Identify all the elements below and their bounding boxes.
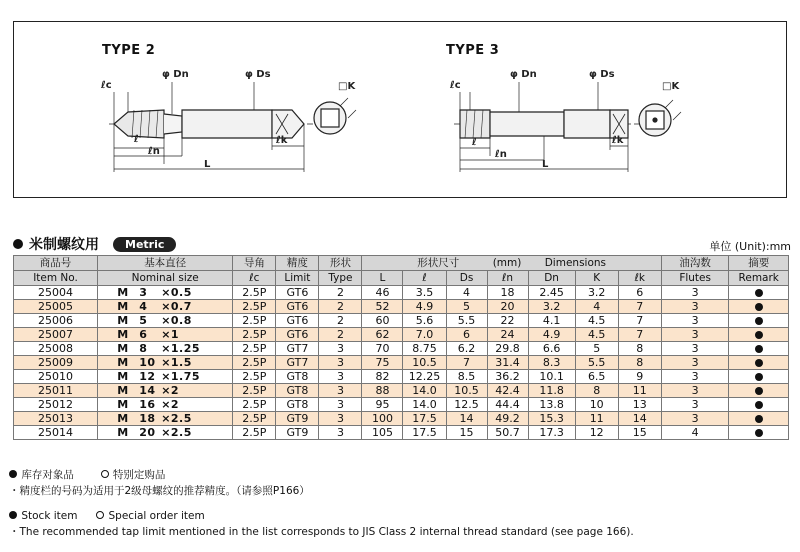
L-cell: 52 — [362, 300, 403, 314]
stock-item-icon — [755, 401, 763, 409]
remark-cell — [729, 398, 789, 412]
size-diameter: 4 — [139, 299, 148, 313]
nominal-size-cell — [98, 328, 233, 342]
Dn-cell: 13.8 — [528, 398, 575, 412]
L-cell: 46 — [362, 286, 403, 300]
size-diameter: 20 — [139, 425, 156, 439]
stock-item-icon — [755, 387, 763, 395]
L-cell: 100 — [362, 412, 403, 426]
size-pitch: ×2 — [161, 383, 180, 397]
unit-label: 单位 (Unit):mm — [709, 240, 791, 253]
ln-cell: 44.4 — [487, 398, 528, 412]
L-cell: 88 — [362, 384, 403, 398]
lk-cell: 6 — [618, 286, 661, 300]
flutes-cell: 3 — [661, 342, 729, 356]
type-cell: 3 — [319, 412, 362, 426]
remark-cell — [729, 300, 789, 314]
K-cell: 6.5 — [575, 370, 618, 384]
flutes-cell: 3 — [661, 412, 729, 426]
K-cell: 8 — [575, 384, 618, 398]
type2-tap-drawing — [109, 82, 356, 172]
type3-L-label: L — [542, 159, 549, 170]
ln-cell: 22 — [487, 314, 528, 328]
K-cell: 5 — [575, 342, 618, 356]
lk-cell: 7 — [618, 314, 661, 328]
limit-cell: GT8 — [276, 370, 319, 384]
stock-item-icon — [755, 359, 763, 367]
limit-cell: GT7 — [276, 356, 319, 370]
chamfer-cell: 2.5P — [233, 412, 276, 426]
ln-cell: 18 — [487, 286, 528, 300]
hdr-size-cn: 基本直径 — [98, 256, 233, 271]
tap-spec-table — [13, 255, 789, 440]
l-cell: 3.5 — [403, 286, 446, 300]
size-pitch: ×1.25 — [161, 341, 201, 355]
hdr-remark-cn: 摘要 — [729, 256, 789, 271]
hdr-dims-unit: (mm) — [492, 257, 522, 269]
l-cell: 4.9 — [403, 300, 446, 314]
type-cell: 3 — [319, 370, 362, 384]
nominal-size-cell — [98, 426, 233, 440]
size-pitch: ×2 — [161, 397, 180, 411]
l-cell: 17.5 — [403, 412, 446, 426]
table-row — [14, 384, 789, 398]
ln-cell: 36.2 — [487, 370, 528, 384]
limit-cell: GT9 — [276, 412, 319, 426]
hdr-limit-cn: 精度 — [276, 256, 319, 271]
hdr-dims-cn: 形状尺寸 — [417, 257, 460, 269]
size-pitch: ×1.5 — [161, 355, 192, 369]
item-no-cell: 25012 — [14, 398, 98, 412]
table-row — [14, 342, 789, 356]
limit-cell: GT9 — [276, 426, 319, 440]
Ds-cell: 6.2 — [446, 342, 487, 356]
Ds-cell: 12.5 — [446, 398, 487, 412]
stock-item-icon — [755, 331, 763, 339]
nominal-size-cell — [98, 314, 233, 328]
table-row — [14, 426, 789, 440]
K-cell: 11 — [575, 412, 618, 426]
remark-cell — [729, 370, 789, 384]
K-cell: 4 — [575, 300, 618, 314]
table-row — [14, 328, 789, 342]
hdr-limit-en: Limit — [276, 271, 319, 286]
spec-table-body — [14, 286, 789, 440]
stock-item-icon — [755, 429, 763, 437]
special-order-symbol — [96, 511, 104, 519]
L-cell: 60 — [362, 314, 403, 328]
hdr-l: ℓ — [403, 271, 446, 286]
special-label-en: Special order item — [108, 510, 205, 522]
remark-cell — [729, 384, 789, 398]
ln-cell: 20 — [487, 300, 528, 314]
L-cell: 95 — [362, 398, 403, 412]
limit-cell: GT6 — [276, 286, 319, 300]
Ds-cell: 14 — [446, 412, 487, 426]
special-order-symbol — [101, 470, 109, 478]
size-pitch: ×0.8 — [161, 313, 192, 327]
stock-item-icon — [755, 415, 763, 423]
size-pitch: ×1 — [161, 327, 180, 341]
size-diameter: 10 — [139, 355, 156, 369]
lk-cell: 7 — [618, 300, 661, 314]
item-no-cell: 25008 — [14, 342, 98, 356]
size-diameter: 14 — [139, 383, 156, 397]
Dn-cell: 3.2 — [528, 300, 575, 314]
K-cell: 5.5 — [575, 356, 618, 370]
Ds-cell: 15 — [446, 426, 487, 440]
size-pitch: ×2.5 — [161, 425, 192, 439]
type2-lk-label: ℓk — [276, 135, 288, 146]
flutes-cell: 3 — [661, 328, 729, 342]
l-cell: 14.0 — [403, 384, 446, 398]
lk-cell: 11 — [618, 384, 661, 398]
flutes-cell: 3 — [661, 384, 729, 398]
Dn-cell: 11.8 — [528, 384, 575, 398]
Dn-cell: 10.1 — [528, 370, 575, 384]
L-cell: 75 — [362, 356, 403, 370]
Dn-cell: 2.45 — [528, 286, 575, 300]
item-no-cell: 25005 — [14, 300, 98, 314]
L-cell: 62 — [362, 328, 403, 342]
hdr-item-en: Item No. — [14, 271, 98, 286]
size-diameter: 6 — [139, 327, 148, 341]
K-cell: 10 — [575, 398, 618, 412]
hdr-chamfer-en: ℓc — [233, 271, 276, 286]
limit-cell: GT7 — [276, 342, 319, 356]
type3-tap-drawing — [454, 82, 681, 172]
type-cell: 3 — [319, 398, 362, 412]
hdr-K: K — [575, 271, 618, 286]
type-cell: 2 — [319, 286, 362, 300]
chamfer-cell: 2.5P — [233, 286, 276, 300]
hdr-flutes-en: Flutes — [661, 271, 729, 286]
hdr-item-cn: 商品号 — [14, 256, 98, 271]
l-cell: 12.25 — [403, 370, 446, 384]
Ds-cell: 4 — [446, 286, 487, 300]
nominal-size-cell — [98, 412, 233, 426]
Ds-cell: 7 — [446, 356, 487, 370]
limit-cell: GT6 — [276, 328, 319, 342]
chamfer-cell: 2.5P — [233, 314, 276, 328]
item-no-cell: 25006 — [14, 314, 98, 328]
item-no-cell: 25007 — [14, 328, 98, 342]
flutes-cell: 3 — [661, 370, 729, 384]
chamfer-cell: 2.5P — [233, 328, 276, 342]
Dn-cell: 17.3 — [528, 426, 575, 440]
type2-k-label: □K — [338, 81, 356, 92]
lk-cell: 7 — [618, 328, 661, 342]
limit-cell: GT8 — [276, 384, 319, 398]
legend-en — [9, 510, 205, 523]
lk-cell: 13 — [618, 398, 661, 412]
type-cell: 2 — [319, 314, 362, 328]
limit-cell: GT6 — [276, 314, 319, 328]
hdr-L: L — [362, 271, 403, 286]
limit-note-en: ・The recommended tap limit mentioned in the list corresponds to JIS Class 2 internal thread standard (see page 166). — [9, 526, 634, 538]
type-cell: 3 — [319, 356, 362, 370]
L-cell: 82 — [362, 370, 403, 384]
remark-cell — [729, 356, 789, 370]
K-cell: 4.5 — [575, 328, 618, 342]
item-no-cell: 25010 — [14, 370, 98, 384]
size-diameter: 3 — [139, 285, 148, 299]
ln-cell: 49.2 — [487, 412, 528, 426]
table-row — [14, 370, 789, 384]
lk-cell: 8 — [618, 342, 661, 356]
nominal-size-cell — [98, 356, 233, 370]
table-row — [14, 412, 789, 426]
stock-symbol — [9, 511, 17, 519]
flutes-cell: 3 — [661, 398, 729, 412]
section-bullet — [13, 239, 23, 249]
ln-cell: 24 — [487, 328, 528, 342]
hdr-size-en: Nominal size — [98, 271, 233, 286]
special-label-cn: 特别定购品 — [112, 469, 166, 481]
hdr-ln: ℓn — [487, 271, 528, 286]
chamfer-cell: 2.5P — [233, 426, 276, 440]
limit-cell: GT6 — [276, 300, 319, 314]
type3-dn-label: φ Dn — [510, 69, 537, 80]
remark-cell — [729, 328, 789, 342]
Ds-cell: 8.5 — [446, 370, 487, 384]
nominal-size-cell — [98, 384, 233, 398]
size-diameter: 8 — [139, 341, 148, 355]
Dn-cell: 6.6 — [528, 342, 575, 356]
remark-cell — [729, 342, 789, 356]
Dn-cell: 15.3 — [528, 412, 575, 426]
size-prefix: M — [117, 285, 129, 299]
K-cell: 4.5 — [575, 314, 618, 328]
metric-badge: Metric — [113, 237, 176, 252]
remark-cell — [729, 314, 789, 328]
size-prefix: M — [117, 327, 129, 341]
hdr-Ds: Ds — [446, 271, 487, 286]
size-diameter: 18 — [139, 411, 156, 425]
item-no-cell: 25011 — [14, 384, 98, 398]
ln-cell: 29.8 — [487, 342, 528, 356]
type3-lk-label: ℓk — [612, 135, 624, 146]
size-diameter: 16 — [139, 397, 156, 411]
chamfer-cell: 2.5P — [233, 398, 276, 412]
table-row — [14, 314, 789, 328]
nominal-size-cell — [98, 398, 233, 412]
K-cell: 12 — [575, 426, 618, 440]
size-pitch: ×0.7 — [161, 299, 192, 313]
flutes-cell: 4 — [661, 426, 729, 440]
stock-item-icon — [755, 373, 763, 381]
l-cell: 17.5 — [403, 426, 446, 440]
stock-symbol — [9, 470, 17, 478]
type-cell: 2 — [319, 300, 362, 314]
type-cell: 3 — [319, 426, 362, 440]
table-row — [14, 356, 789, 370]
l-cell: 5.6 — [403, 314, 446, 328]
item-no-cell: 25004 — [14, 286, 98, 300]
type2-L-label: L — [204, 159, 211, 170]
l-cell: 14.0 — [403, 398, 446, 412]
size-prefix: M — [117, 397, 129, 411]
Ds-cell: 5 — [446, 300, 487, 314]
nominal-size-cell — [98, 342, 233, 356]
size-prefix: M — [117, 425, 129, 439]
type-cell: 2 — [319, 328, 362, 342]
hdr-type-cn: 形状 — [319, 256, 362, 271]
remark-cell — [729, 412, 789, 426]
L-cell: 70 — [362, 342, 403, 356]
size-prefix: M — [117, 411, 129, 425]
type2-lc-label: ℓc — [101, 80, 112, 91]
nominal-size-cell — [98, 300, 233, 314]
table-row — [14, 398, 789, 412]
section-header — [13, 235, 176, 253]
size-prefix: M — [117, 313, 129, 327]
ln-cell: 42.4 — [487, 384, 528, 398]
type3-k-label: □K — [662, 81, 680, 92]
section-title: 米制螺纹用 — [29, 237, 99, 253]
stock-item-icon — [755, 317, 763, 325]
hdr-flutes-cn: 油沟数 — [661, 256, 729, 271]
type3-l-label: ℓ — [472, 137, 477, 148]
ln-cell: 31.4 — [487, 356, 528, 370]
item-no-cell: 25009 — [14, 356, 98, 370]
remark-cell — [729, 426, 789, 440]
Ds-cell: 5.5 — [446, 314, 487, 328]
item-no-cell: 25013 — [14, 412, 98, 426]
l-cell: 7.0 — [403, 328, 446, 342]
Dn-cell: 8.3 — [528, 356, 575, 370]
limit-note-cn: ・精度栏的号码为适用于2级母螺纹的推荐精度。（请参照P166） — [9, 485, 310, 497]
stock-item-icon — [755, 289, 763, 297]
lk-cell: 14 — [618, 412, 661, 426]
type2-dn-label: φ Dn — [162, 69, 189, 80]
lk-cell: 9 — [618, 370, 661, 384]
nominal-size-cell — [98, 370, 233, 384]
hdr-chamfer-cn: 导角 — [233, 256, 276, 271]
nominal-size-cell — [98, 286, 233, 300]
hdr-remark-en: Remark — [729, 271, 789, 286]
ln-cell: 50.7 — [487, 426, 528, 440]
table-row — [14, 286, 789, 300]
size-diameter: 5 — [139, 313, 148, 327]
type-cell: 3 — [319, 384, 362, 398]
hdr-Dn: Dn — [528, 271, 575, 286]
table-row — [14, 300, 789, 314]
size-prefix: M — [117, 341, 129, 355]
Dn-cell: 4.9 — [528, 328, 575, 342]
flutes-cell: 3 — [661, 356, 729, 370]
hdr-lk: ℓk — [618, 271, 661, 286]
L-cell: 105 — [362, 426, 403, 440]
type2-ds-label: φ Ds — [245, 69, 271, 80]
size-pitch: ×2.5 — [161, 411, 192, 425]
type2-ln-label: ℓn — [148, 146, 160, 157]
chamfer-cell: 2.5P — [233, 342, 276, 356]
stock-label-cn: 库存对象品 — [21, 469, 74, 481]
size-prefix: M — [117, 299, 129, 313]
lk-cell: 15 — [618, 426, 661, 440]
Dn-cell: 4.1 — [528, 314, 575, 328]
legend-cn — [9, 469, 165, 482]
chamfer-cell: 2.5P — [233, 370, 276, 384]
type2-title: TYPE 2 — [102, 43, 156, 58]
size-pitch: ×0.5 — [161, 285, 192, 299]
type3-ds-label: φ Ds — [589, 69, 615, 80]
size-diameter: 12 — [139, 369, 156, 383]
chamfer-cell: 2.5P — [233, 356, 276, 370]
Ds-cell: 6 — [446, 328, 487, 342]
hdr-type-en: Type — [319, 271, 362, 286]
stock-item-icon — [755, 303, 763, 311]
K-cell: 3.2 — [575, 286, 618, 300]
chamfer-cell: 2.5P — [233, 384, 276, 398]
hdr-dims-en: Dimensions — [544, 257, 607, 269]
l-cell: 10.5 — [403, 356, 446, 370]
flutes-cell: 3 — [661, 286, 729, 300]
type2-l-label: ℓ — [134, 134, 139, 145]
type3-lc-label: ℓc — [450, 80, 461, 91]
stock-item-icon — [755, 345, 763, 353]
flutes-cell: 3 — [661, 300, 729, 314]
stock-label-en: Stock item — [21, 510, 78, 522]
hdr-dimensions — [362, 256, 661, 271]
type-cell: 3 — [319, 342, 362, 356]
limit-cell: GT8 — [276, 398, 319, 412]
item-no-cell: 25014 — [14, 426, 98, 440]
chamfer-cell: 2.5P — [233, 300, 276, 314]
size-prefix: M — [117, 369, 129, 383]
size-prefix: M — [117, 355, 129, 369]
size-prefix: M — [117, 383, 129, 397]
type3-title: TYPE 3 — [446, 43, 500, 58]
Ds-cell: 10.5 — [446, 384, 487, 398]
size-pitch: ×1.75 — [161, 369, 201, 383]
l-cell: 8.75 — [403, 342, 446, 356]
type3-ln-label: ℓn — [495, 149, 507, 160]
flutes-cell: 3 — [661, 314, 729, 328]
tap-type-diagram — [13, 21, 787, 198]
remark-cell — [729, 286, 789, 300]
lk-cell: 8 — [618, 356, 661, 370]
